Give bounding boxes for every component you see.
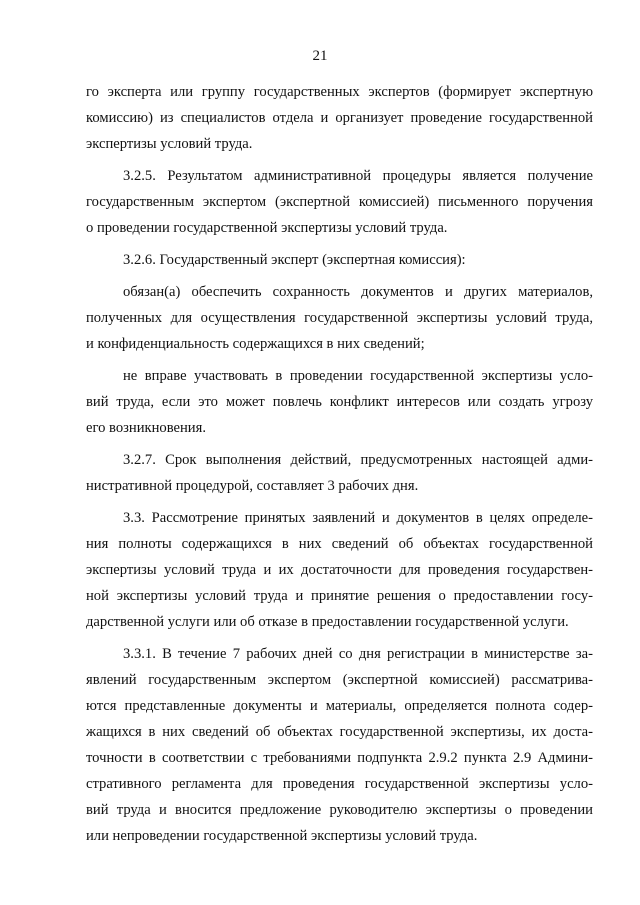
paragraph [86,447,593,499]
text-line: ния полноты содержащихся в них сведений об объектах государственной [86,536,593,552]
paragraph [86,163,593,241]
text-line: или непроведении государственной экспертизы условий труда. [86,828,478,844]
text-line: о проведении государственной экспертизы условий труда. [86,220,448,236]
text-line: ются представленные документы и материалы, определяется полнота содер- [86,698,593,714]
paragraph [86,79,593,157]
text-line: го эксперта или группу государственных экспертов (формирует экспертную [86,84,593,100]
text-line: экспертизы условий труда. [86,136,253,152]
text-line: полученных для осуществления государственной экспертизы условий труда, [86,310,593,326]
text-line: дарственной услуги или об отказе в предоставлении государственной услуги. [86,614,569,630]
paragraph [86,247,593,273]
text-line: 3.3.1. В течение 7 рабочих дней со дня регистрации в министерстве за- [123,646,593,662]
text-line: ной экспертизы условий труда и принятие решения о предоставлении госу- [86,588,593,604]
paragraph [86,505,593,635]
paragraph [86,641,593,849]
text-line: точности в соответствии с требованиями подпункта 2.9.2 пункта 2.9 Админи- [86,750,593,766]
page-number: 21 [312,48,328,64]
text-line: 3.2.5. Результатом административной процедуры является получение [123,168,593,184]
text-line: комиссию) из специалистов отдела и организует проведение государственной [86,110,593,126]
text-line: нистративной процедурой, составляет 3 рабочих дня. [86,478,419,494]
text-line: 3.3. Рассмотрение принятых заявлений и документов в целях определе- [123,510,593,526]
text-line: экспертизы условий труда и их достаточности для проведения государствен- [86,562,593,578]
text-line: жащихся в них сведений об объектах государственной экспертизы, их доста- [86,724,593,740]
document-body [86,79,593,849]
text-line: обязан(а) обеспечить сохранность документов и других материалов, [123,284,593,300]
text-line: и конфиденциальность содержащихся в них сведений; [86,336,425,352]
text-line: явлений государственным экспертом (экспертной комиссией) рассматрива- [86,672,593,688]
text-line: его возникновения. [86,420,206,436]
text-line: вий труда и вносится предложение руководителю экспертизы о проведении [86,802,593,818]
text-line: государственным экспертом (экспертной комиссией) письменного поручения [86,194,593,210]
text-line: вий труда, если это может повлечь конфликт интересов или создать угрозу [86,394,593,410]
text-line: 3.2.7. Срок выполнения действий, предусмотренных настоящей адми- [123,452,593,468]
paragraph [86,363,593,441]
text-line: не вправе участвовать в проведении государственной экспертизы усло- [123,368,593,384]
text-line: 3.2.6. Государственный эксперт (экспертная комиссия): [123,252,466,268]
text-line: стративного регламента для проведения государственной экспертизы усло- [86,776,593,792]
paragraph [86,279,593,357]
